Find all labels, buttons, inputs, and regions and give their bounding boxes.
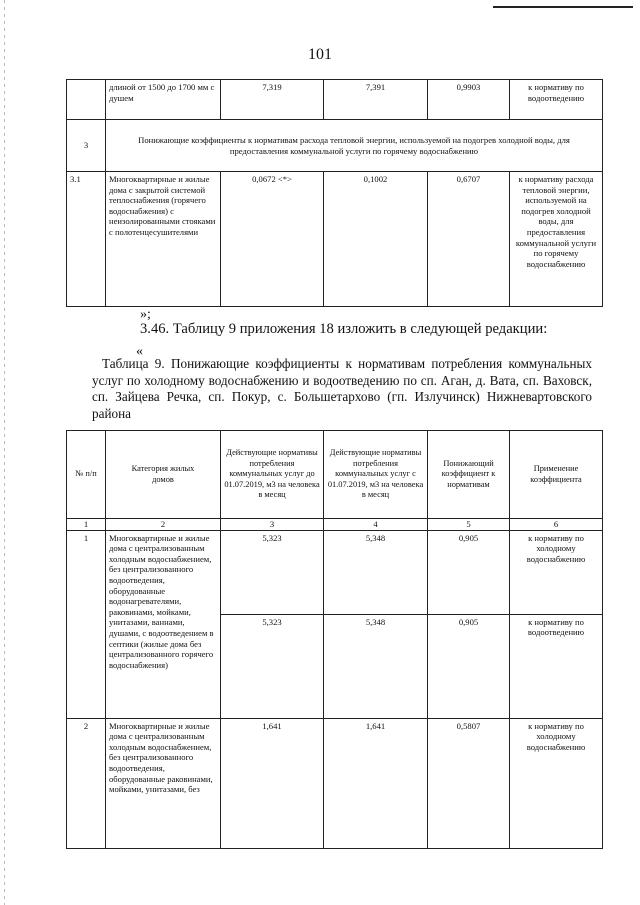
coefficient-cell: 0,905 (428, 614, 510, 718)
current-norm-cell: 0,0672 <*> (221, 172, 324, 307)
section-row (67, 120, 603, 172)
table-caption: Таблица 9. Понижающие коэффициенты к нормативам потребления коммунальных услуг по холодному водоснабжению и водоотведению по сп. Аган, д. Вата, сп. Ваховск, сп. Зайцева Речка, сп. Покур, с. Большетархово (гп. Излучинск) Нижневартовского района (92, 356, 592, 421)
header-current-norm: Действующие нормативы потребления коммунальных услуг до 01.07.2019, м3 на человека в месяц (221, 431, 324, 519)
col-number: 4 (324, 519, 428, 531)
current-norm-cell: 7,319 (221, 80, 324, 120)
section-number: 3 (67, 120, 106, 172)
table-row (67, 718, 603, 848)
category-cell: длиной от 1500 до 1700 мм с душем (106, 80, 221, 120)
amendment-instruction: 3.46. Таблицу 9 приложения 18 изложить в следующей редакции: (140, 321, 548, 337)
row-number: 1 (67, 530, 106, 718)
table-row (67, 172, 603, 307)
row-number: 2 (67, 718, 106, 848)
application-cell: к нормативу по холодному водоснабжению (510, 530, 603, 614)
header-new-norm: Действующие нормативы потребления коммунальных услуг с 01.07.2019, м3 на человека в месяц (324, 431, 428, 519)
category-cell: Многоквартирные и жилые дома с централизованным холодным водоснабжением, без централизованного водоотведения, оборудованные раковинами, мойками, унитазами, без (106, 718, 221, 848)
scan-edge (4, 0, 5, 905)
table-row (67, 80, 603, 120)
coefficient-cell: 0,905 (428, 530, 510, 614)
col-number: 3 (221, 519, 324, 531)
header-coefficient: Понижающий коэффициент к нормативам (428, 431, 510, 519)
application-cell: к нормативу по водоотведению (510, 80, 603, 120)
new-norm-cell: 7,391 (324, 80, 428, 120)
current-norm-cell: 5,323 (221, 614, 324, 718)
row-number: 3.1 (67, 172, 106, 307)
opening-quote: « (136, 344, 143, 359)
col-number: 5 (428, 519, 510, 531)
new-norm-cell: 0,1002 (324, 172, 428, 307)
new-norm-cell: 1,641 (324, 718, 428, 848)
header-rule (493, 6, 633, 8)
current-norm-cell: 5,323 (221, 530, 324, 614)
coefficients-table (66, 430, 603, 849)
coefficient-cell: 0,5807 (428, 718, 510, 848)
row-number (67, 80, 106, 120)
column-number-row (67, 519, 603, 531)
closing-quote: »; (140, 307, 151, 322)
coefficient-cell: 0,6707 (428, 172, 510, 307)
header-row (67, 431, 603, 519)
table-row (67, 530, 603, 614)
application-cell: к нормативу по водоотведению (510, 614, 603, 718)
current-norm-cell: 1,641 (221, 718, 324, 848)
application-cell: к нормативу по холодному водоснабжению (510, 718, 603, 848)
col-number: 6 (510, 519, 603, 531)
coefficient-cell: 0,9903 (428, 80, 510, 120)
new-norm-cell: 5,348 (324, 614, 428, 718)
new-norm-cell: 5,348 (324, 530, 428, 614)
application-cell: к нормативу расхода тепловой энергии, используемой на подогрев холодной воды, для предоставления коммунальной услуги по горячему водоснабжению (510, 172, 603, 307)
category-cell: Многоквартирные и жилые дома с закрытой системой теплоснабжения (горячего водоснабжения) с неизолированными стояками с полотенцесушителями (106, 172, 221, 307)
header-application: Применение коэффициента (510, 431, 603, 519)
col-number: 2 (106, 519, 221, 531)
section-title: Понижающие коэффициенты к нормативам расхода тепловой энергии, используемой на подогрев холодной воды, для предоставления коммунальной услуги по горячему водоснабжению (106, 120, 603, 172)
page-number: 101 (308, 46, 332, 63)
col-number: 1 (67, 519, 106, 531)
header-num: № п/п (67, 431, 106, 519)
category-cell: Многоквартирные и жилые дома с централизованным холодным водоснабжением, без централизованного водоотведения, оборудованные водонагревателями, раковинами, мойками, унитазами, ваннами, душами, с водоотведением в септики (жилые дома без централизованного горячего водоснабжения) (106, 530, 221, 718)
continued-table (66, 79, 603, 307)
header-category: Категория жилых домов (106, 431, 221, 519)
